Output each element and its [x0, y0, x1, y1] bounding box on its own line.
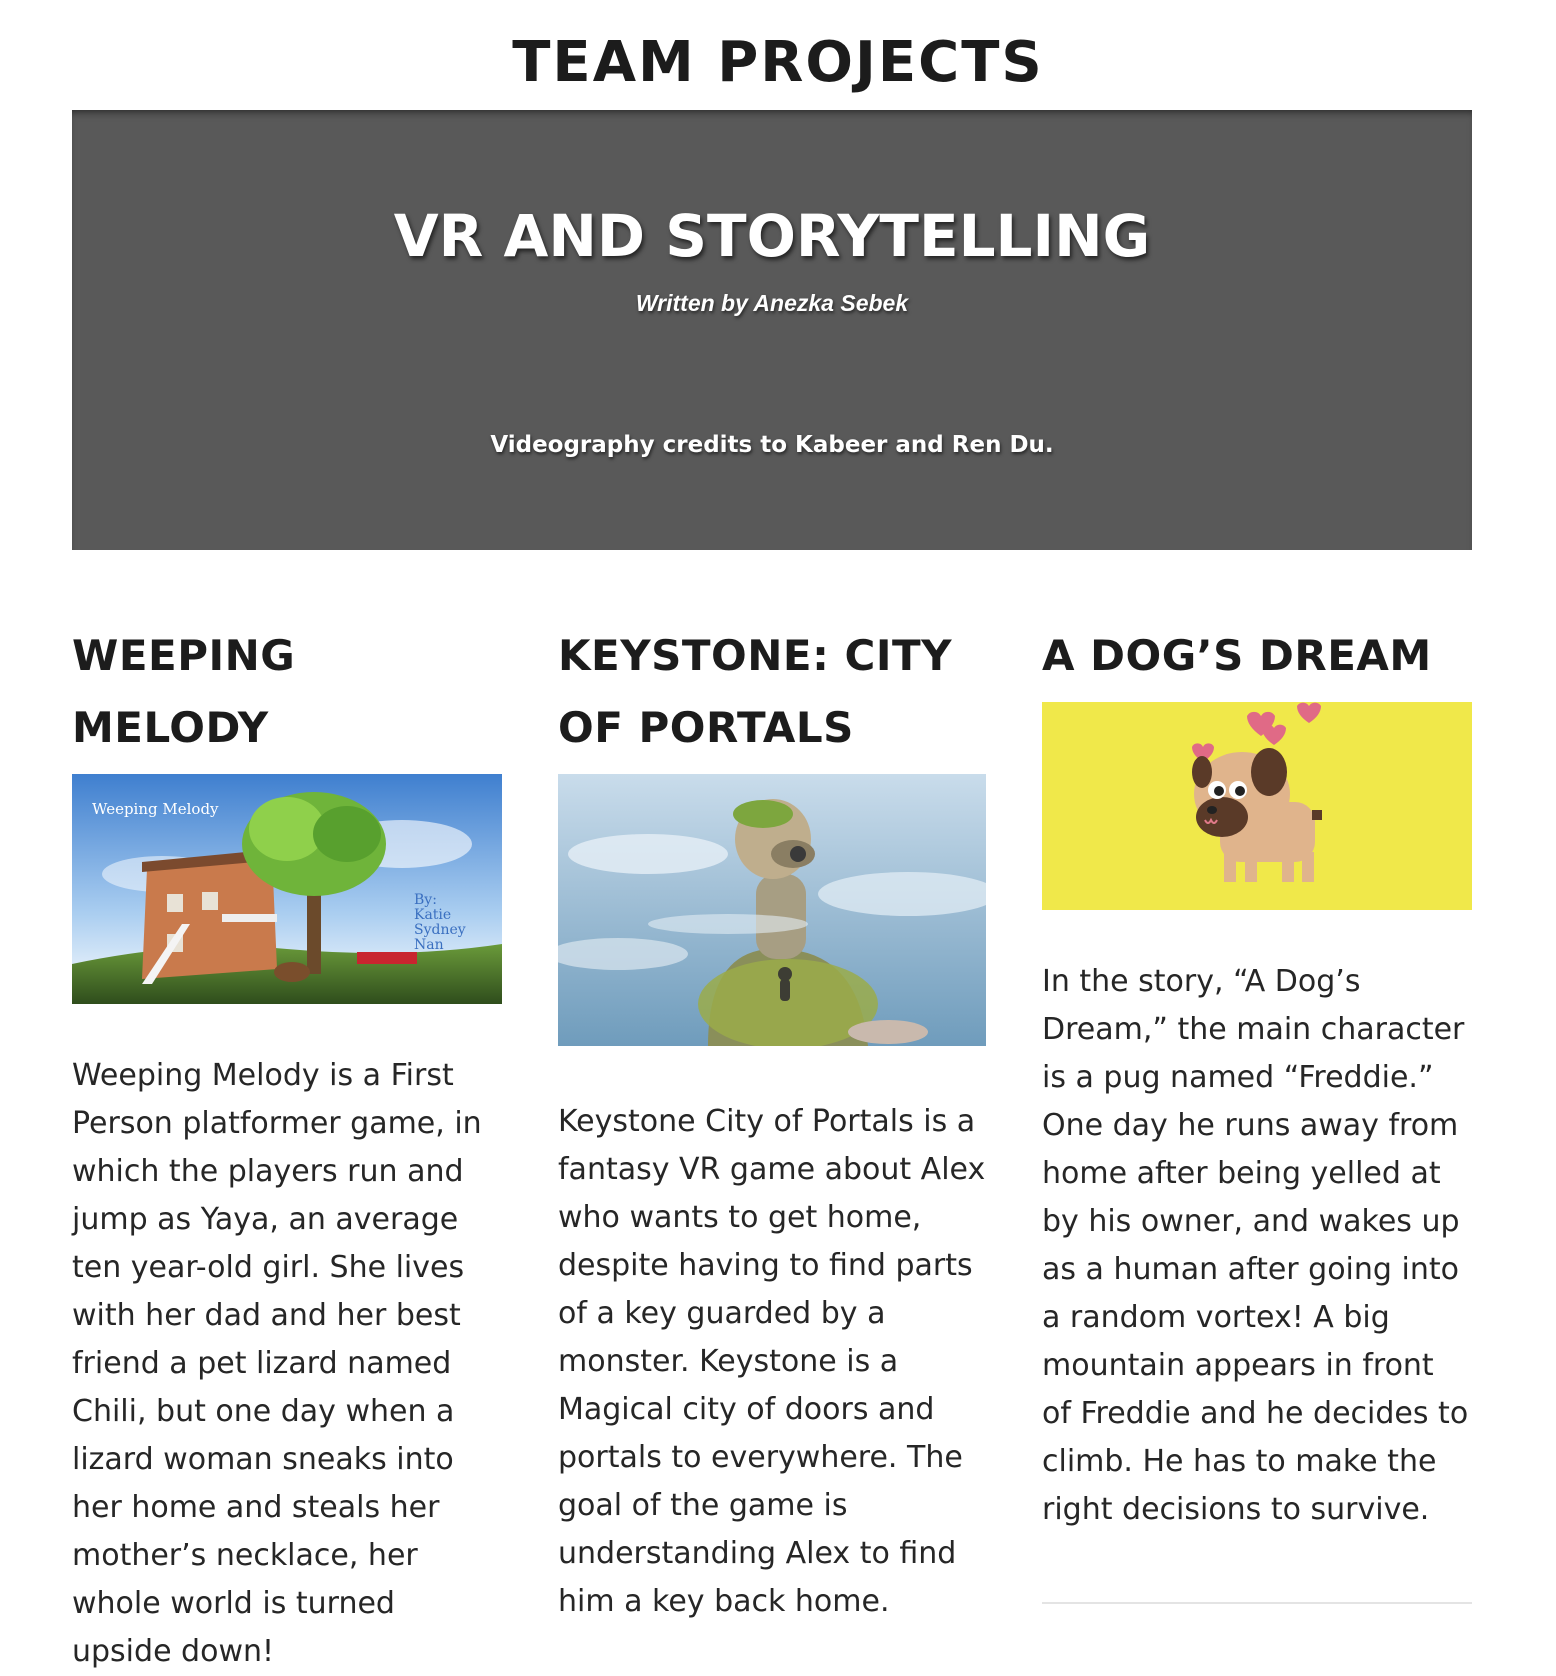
divider	[1042, 1602, 1472, 1604]
project-title[interactable]: A DOG’S DREAM	[1042, 631, 1432, 680]
project-keystone	[558, 620, 986, 1626]
page-title: TEAM PROJECTS	[512, 30, 1044, 95]
image-credit-line: Sydney	[414, 922, 466, 938]
image-credit-line: By:	[414, 892, 437, 908]
project-description: Keystone City of Portals is a fantasy VR game about Alex who wants to get home, despite having to find parts of a key guarded by a monster. Keystone is a Magical city of doors and portals to everywhere. The goal of the game is understanding Alex to find him a key back home.	[558, 1104, 986, 1619]
hero-banner	[72, 110, 1472, 550]
keystone-image[interactable]	[558, 774, 986, 1046]
image-credit-line: Nan	[414, 937, 444, 953]
image-caption: Weeping Melody	[92, 800, 219, 818]
dogs-dream-image[interactable]	[1042, 702, 1472, 910]
project-dogs-dream	[1042, 620, 1472, 1534]
project-weeping-melody	[72, 620, 502, 1676]
hero-byline: Written by Anezka Sebek	[635, 290, 909, 316]
hero-credits: Videography credits to Kabeer and Ren Du.	[490, 432, 1054, 458]
project-description: Weeping Melody is a First Person platformer game, in which the players run and jump as Yaya, an average ten year-old girl. She lives with her dad and her best friend a pet lizard named Chili, but one day when a lizard woman sneaks into her home and steals her mother’s necklace, her whole world is turned upside down!	[72, 1058, 482, 1669]
project-description: In the story, “A Dog’s Dream,” the main character is a pug named “Freddie.” One day he runs away from home after being yelled at by his owner, and wakes up as a human after going into a random vortex! A big mountain appears in front of Freddie and he decides to climb. He has to make the right decisions to survive.	[1042, 964, 1469, 1527]
project-title[interactable]: KEYSTONE: CITY OF PORTALS	[558, 631, 953, 752]
weeping-melody-image[interactable]	[72, 774, 502, 1004]
image-credit-line: Katie	[414, 907, 452, 923]
project-title[interactable]: WEEPING MELODY	[72, 631, 296, 752]
hero-title: VR AND STORYTELLING	[393, 202, 1151, 270]
